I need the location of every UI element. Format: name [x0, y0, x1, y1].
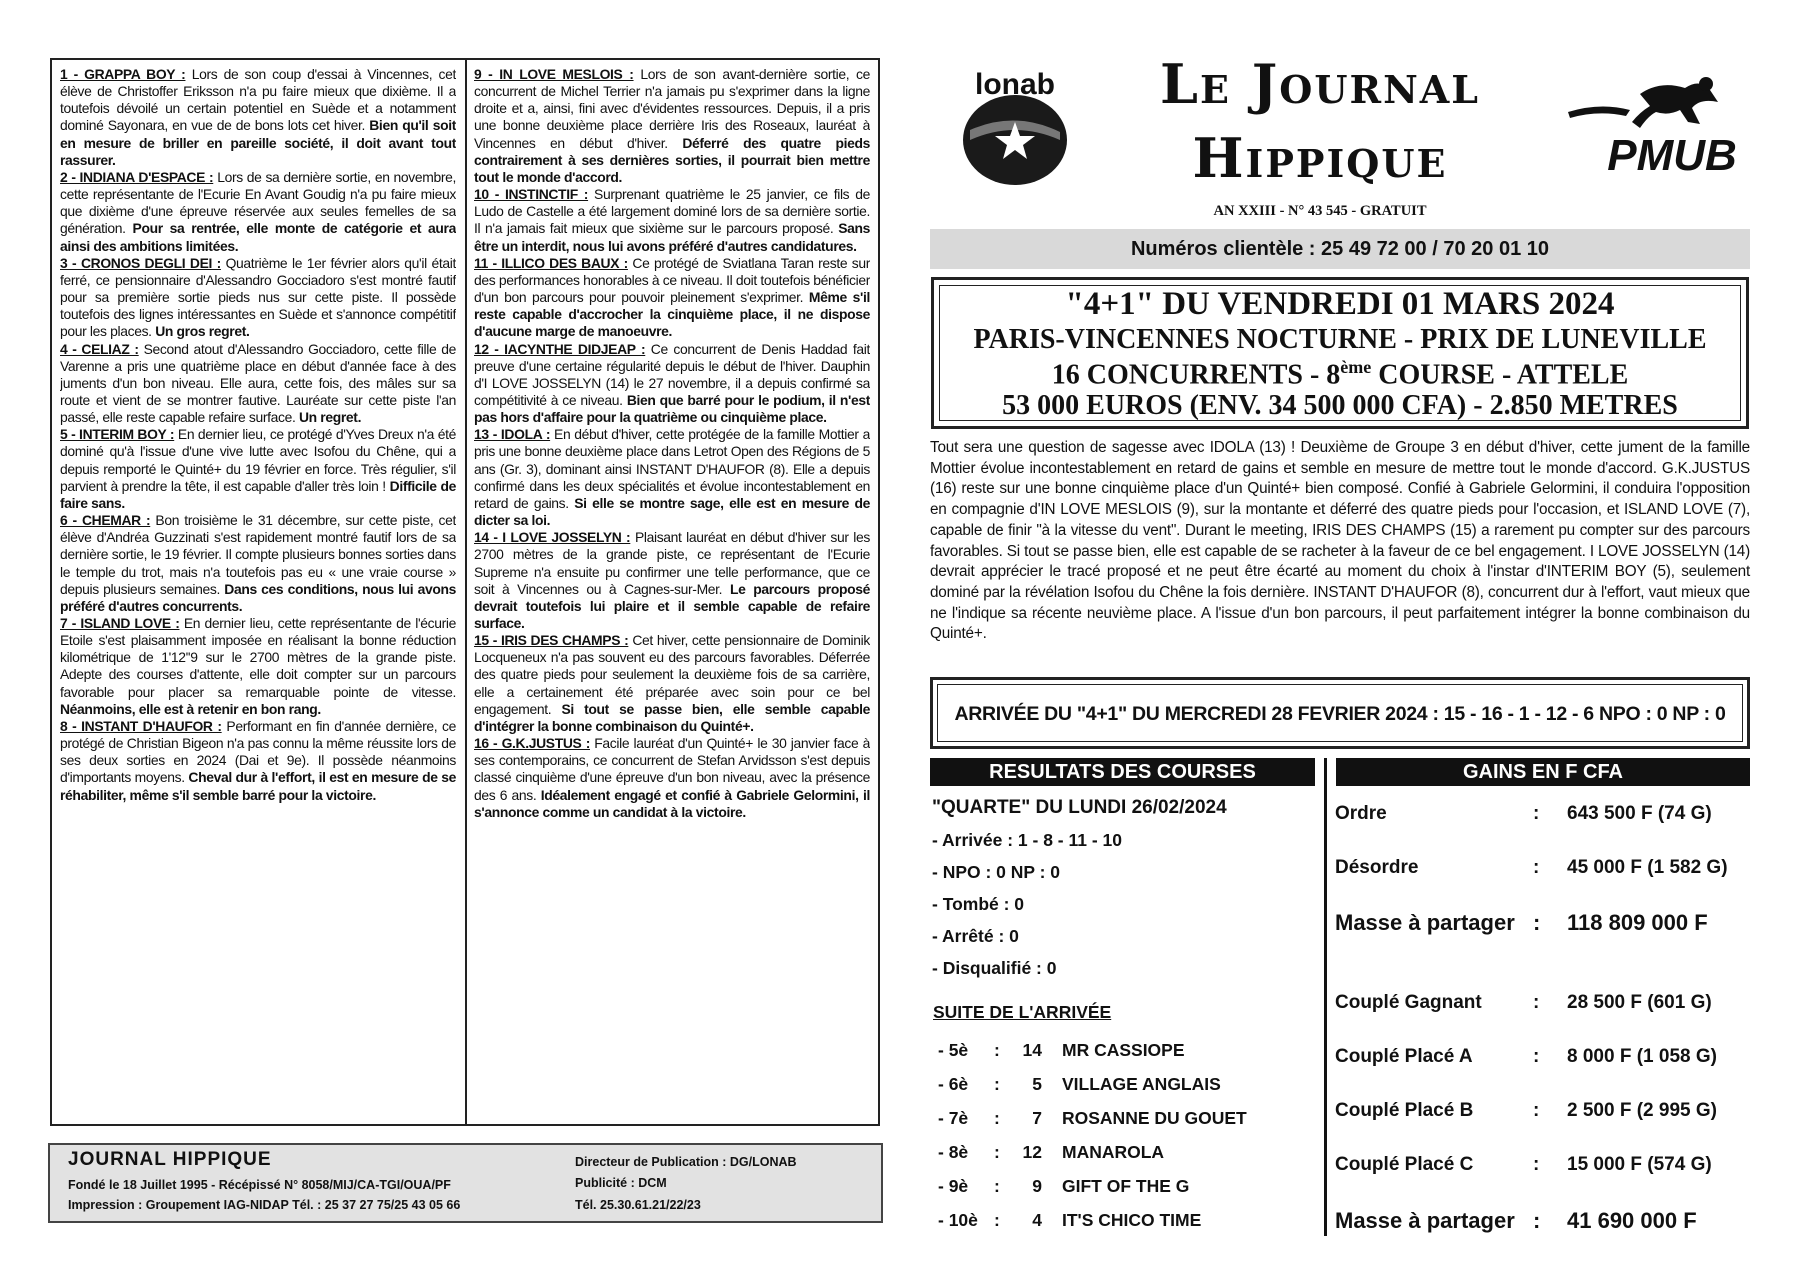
- gains-separator: :: [1533, 803, 1540, 824]
- column-divider: [465, 58, 467, 1126]
- horse-verdict: Bien qu'il soit en mesure de briller en pareille société, il doit avant tout rassurer.: [60, 117, 456, 168]
- horse-verdict: Bien que barré pour le podium, il n'est pas hors d'affaire pour la quatrième ou cinquième place.: [474, 391, 870, 426]
- horse-comment: En dernier lieu, ce protégé d'Yves Dreux n'a été dominé qu'à l'issue d'une vive lutte avec Isofou du Chêne, qui a depuis remporté le Quinté+ du 19 février en force. Très régulier, s'il parvient à prendre la tête, il est capable d'aller très loin !: [60, 426, 456, 494]
- horse-verdict: Dans ces conditions, nous lui avons préféré d'autres concurrents.: [60, 580, 456, 614]
- lonab-logo: [960, 70, 1070, 188]
- suite-separator: :: [994, 1074, 1000, 1094]
- horse-name: 10 - INSTINCTIF :: [474, 186, 589, 203]
- suite-title: SUITE DE L'ARRIVÉE: [933, 1002, 1112, 1022]
- horse-verdict: Difficile de faire sans.: [60, 477, 456, 511]
- horse-comment: Plaisant lauréat en début d'hiver sur les 2700 mètres de la grande piste, ce représentant de l'Ecurie Supreme n'a ensuite pu confirmer une telle performance, que ce soit à Vincennes ou à Cagnes-sur-Mer.: [474, 529, 870, 597]
- horse-name: 4 - CELIAZ :: [60, 340, 139, 357]
- horse-entry: [60, 341, 456, 427]
- horse-entry: [60, 66, 456, 169]
- pmub-logo-text: PMUB: [1607, 131, 1737, 180]
- suite-number: 12: [1022, 1142, 1042, 1162]
- suite-number: 7: [1032, 1108, 1042, 1128]
- horse-comment: Quatrième le 1er février alors qu'il était ferré, ce pensionnaire d'Alessandro Gocciadoro s'est montré fautif pour sa première sortie pieds nus sur cette piste. Il possède toutefois des lignes intéressantes en Suède et s'annonce compétitif pour les places.: [60, 254, 456, 340]
- result-line: - Tombé : 0: [932, 894, 1025, 914]
- horse-name: 2 - INDIANA D'ESPACE :: [60, 168, 214, 185]
- suite-separator: :: [994, 1108, 1000, 1128]
- gains-header: GAINS EN F CFA: [1336, 758, 1750, 786]
- horse-entry: [474, 341, 870, 427]
- journal-title-line1: Le Journal: [1159, 52, 1481, 116]
- horse-entry: [60, 615, 456, 718]
- suite-place: - 8è: [938, 1142, 969, 1162]
- gains-separator: :: [1533, 1154, 1540, 1175]
- result-line: - Arrêté : 0: [932, 926, 1019, 946]
- gains-separator: :: [1533, 1208, 1541, 1233]
- suite-place: - 10è: [938, 1210, 978, 1230]
- horse-entry: [474, 735, 870, 821]
- suite-separator: :: [994, 1040, 1000, 1060]
- horse-name: 3 - CRONOS DEGLI DEI :: [60, 254, 221, 271]
- suite-number: 5: [1032, 1074, 1042, 1094]
- horse-comment: En début d'hiver, cette protégée de la famille Mottier a pris une bonne deuxième place dans Letrot Open des Régions de 5 ans (Gr. 3), dominant ainsi INSTANT D'HAUFOR (8). Elle a depuis confirmé dans les deux spécialités et évolue incontestablement en retard de gains.: [474, 426, 870, 511]
- horse-name: 14 - I LOVE JOSSELYN :: [474, 529, 631, 546]
- arrival-box: [930, 677, 1750, 749]
- suite-number: 9: [1032, 1176, 1042, 1196]
- horse-verdict: Cheval dur à l'effort, il est en mesure de se réhabiliter, même s'il semble barré pour la victoire.: [60, 769, 456, 803]
- race-info: 16 CONCURRENTS - 8ème COURSE - ATTELE: [1051, 357, 1629, 391]
- horse-comment: Second atout d'Alessandro Gocciadoro, cette fille de Varenne a pris une quatrième place en début d'année face à des juments d'un bon niveau. Elle aura, cette fois, des mâles sur sa route et vient de se montrer fautive. Lauréate sur cette piste l'an passé, elle reste capable refaire surface.: [60, 340, 456, 426]
- gains-label: Désordre: [1335, 857, 1419, 878]
- journal-title-line2: Hippique: [1192, 126, 1448, 190]
- horse-name: 5 - INTERIM BOY :: [60, 426, 175, 443]
- race-venue: PARIS-VINCENNES NOCTURNE - PRIX DE LUNEVILLE: [973, 324, 1707, 355]
- horse-comment: En dernier lieu, cette représentante de l'écurie Etoile s'est plaisamment imposée en réalisant la bonne réduction kilométrique de 1'12''9 sur le 2700 mètres de la grande piste. Adepte des courses d'attente, elle doit compter sur un parcours favorable pour placer sa remarquable pointe de vitesse.: [60, 615, 456, 700]
- gains-value: 118 809 000 F: [1567, 910, 1708, 935]
- race-introduction: Tout sera une question de sagesse avec IDOLA (13) ! Deuxième de Groupe 3 en début d'hiver, cette jument de la famille Mottier évolue incontestablement en retard de gains et semble en mesure de mettre tout le monde d'accord. G.K.JUSTUS (16) reste sur une bonne cinquième place d'un Quinté+ bien composé. Confié à Gabriele Gelormini, il conduira l'opposition en compagnie d'IN LOVE MESLOIS (9), sur la montante et déferré des quatre pieds pour l'occasion, et ISLAND LOVE (7), capable de finir "à la vitesse du vent". Durant le meeting, IRIS DES CHAMPS (15) a rarement pu compter sur des parcours favorables. Si tout se passe bien, elle est capable de se racheter à la faveur de ce bel engagement. I LOVE JOSSELYN (14) devrait apprécier le tracé proposé et ne peut être écarté au moment du choix à l'instar d'INTERIM BOY (5), seulement dominé par la révélation Isofou du Chêne la fois dernière. INSTANT D'HAUFOR (8), concurrent dur à l'effort, vaut mieux que ne l'indique sa récente neuvième place. A l'issue d'un bon parcours, il peut parfaitement intégrer la bonne combinaison du Quinté+.: [930, 439, 1750, 643]
- horse-verdict: Le parcours proposé devrait toutefois lui plaire et il semble capable de refaire surface.: [474, 580, 870, 631]
- gains-label: Couplé Placé B: [1335, 1100, 1474, 1121]
- imprint-title: JOURNAL HIPPIQUE: [68, 1149, 272, 1170]
- result-line: - Disqualifié : 0: [932, 958, 1057, 978]
- imprint-phone: Tél. 25.30.61.21/22/23: [575, 1198, 701, 1212]
- pmub-logo: [1560, 72, 1750, 182]
- arrival-text: ARRIVÉE DU "4+1" DU MERCREDI 28 FEVRIER 2024 : 15 - 16 - 1 - 12 - 6 NPO : 0 NP : 0: [937, 684, 1743, 742]
- horse-comment: Ce protégé de Sviatlana Taran reste sur des performances honorables à ce niveau. Il doit toutefois bénéficier d'un bon parcours pour pouvoir pleinement s'exprimer.: [474, 254, 870, 306]
- horse-entry: [474, 255, 870, 341]
- horse-comment: Ce concurrent de Denis Haddad fait preuve d'une certaine régularité depuis le début de l'hiver. Dauphin d'I LOVE JOSSELYN (14) le 27 novembre, il a depuis confirmé sa compétitivité à ce niveau.: [474, 340, 870, 408]
- horse-name: 9 - IN LOVE MESLOIS :: [474, 66, 634, 82]
- horse-name: 16 - G.K.JUSTUS :: [474, 735, 590, 752]
- quarte-title: "QUARTE" DU LUNDI 26/02/2024: [932, 797, 1227, 818]
- gains-separator: :: [1533, 910, 1541, 935]
- suite-place: - 6è: [938, 1074, 969, 1094]
- suite-horse-name: VILLAGE ANGLAIS: [1062, 1074, 1221, 1094]
- suite-separator: :: [994, 1176, 1000, 1196]
- horse-comment: Surprenant quatrième le 25 janvier, ce fils de Ludo de Castelle a été largement dominé lors de sa dernière sortie. Il n'a jamais fait mieux que sixième sur le parcours proposé.: [474, 186, 870, 237]
- suite-horse-name: GIFT OF THE G: [1062, 1176, 1190, 1196]
- race-title-box: [931, 277, 1749, 429]
- gains-value: 2 500 F (2 995 G): [1567, 1100, 1717, 1121]
- horse-name: 11 - ILLICO DES BAUX :: [474, 254, 628, 271]
- horse-entry: [60, 718, 456, 804]
- horse-entry: [60, 426, 456, 512]
- horse-entry: [474, 66, 870, 186]
- horse-comment: Lors de son avant-dernière sortie, ce concurrent de Michel Terrier n'a jamais pu s'exprimer dans la ligne droite et a, ainsi, fini avec d'évidentes ressources. Depuis, il a pris une bonne deuxième place derrière Iris des Roseaux, lauréat à Vincennes en début d'hiver.: [474, 66, 870, 151]
- horse-verdict: Si elle se montre sage, elle est en mesure de dicter sa loi.: [474, 494, 870, 529]
- results-header: RESULTATS DES COURSES: [930, 758, 1315, 786]
- horse-entry: [474, 529, 870, 632]
- issue-number: AN XXIII - N° 43 545 - GRATUIT: [1213, 203, 1427, 219]
- imprint-printing: Impression : Groupement IAG-NIDAP Tél. : 25 37 27 75/25 43 05 66: [68, 1198, 461, 1212]
- horse-comment: Lors de son coup d'essai à Vincennes, cet élève de Christoffer Eriksson n'a pu faire mieux que dixième. Il a toutefois dévoilé un certain potentiel en Suède et a notamment dominé Sayonara, en vue de de bons lots cet hiver.: [60, 66, 456, 134]
- race-date: "4+1" DU VENDREDI 01 MARS 2024: [1065, 286, 1615, 322]
- horse-verdict: Néanmoins, elle est à retenir en bon rang.: [60, 700, 321, 717]
- result-line: - Arrivée : 1 - 8 - 11 - 10: [932, 830, 1122, 850]
- gains-separator: :: [1533, 857, 1540, 878]
- customer-numbers: Numéros clientèle : 25 49 72 00 / 70 20 01 10: [930, 229, 1750, 269]
- suite-number: 4: [1032, 1210, 1042, 1230]
- gains-separator: :: [1533, 992, 1540, 1013]
- horse-verdict: Déferré des quatre pieds contrairement à ses dernières sorties, il pourrait bien mettre tout le monde d'accord.: [474, 134, 870, 185]
- horse-comment: Bon troisième le 31 décembre, sur cette piste, cet élève d'Andréa Guzzinati s'est rapidement montré fautif lors de sa dernière sortie, le 19 février. Il compte plusieurs bonnes sorties dans le temple du trot, mais n'a toutefois pas eu « une vraie course » depuis plusieurs semaines.: [60, 512, 456, 597]
- gains-label: Couplé Placé C: [1335, 1154, 1474, 1175]
- suite-place: - 7è: [938, 1108, 969, 1128]
- horse-verdict: Un gros regret.: [155, 323, 250, 340]
- horse-entry: [60, 169, 456, 255]
- horse-entry: [474, 426, 870, 529]
- horse-verdict: Idéalement engagé et confié à Gabriele Gelormini, il s'annonce comme un candidat à la victoire.: [474, 786, 870, 820]
- suite-number: 14: [1022, 1040, 1042, 1060]
- horse-comment: Performant en fin d'année dernière, ce protégé de Christian Bigeon n'a pas connu la même réussite lors de ses deux sorties en 2024 (Dai et 9e). Il possède néanmoins d'importants moyens.: [60, 717, 456, 786]
- pronostics-column-right: [474, 66, 870, 1120]
- gains-separator: :: [1533, 1046, 1540, 1067]
- suite-separator: :: [994, 1210, 1000, 1230]
- lonab-logo-text: lonab: [975, 70, 1055, 101]
- horse-comment: Cet hiver, cette pensionnaire de Dominik Locqueneux n'a pas souvent eu des parcours favorables. Déferrée des quatre pieds pour seulement la deuxième fois de sa carrière, elle a certainement été préparée avec soin pour ce bel engagement.: [474, 632, 870, 717]
- imprint-founded: Fondé le 18 Juillet 1995 - Récépissé N° 8058/MIJ/CA-TGI/OUA/PF: [68, 1178, 451, 1192]
- pronostics-column-left: [60, 66, 456, 1120]
- horse-verdict: Sans être un interdit, nous lui avons préféré d'autres candidatures.: [474, 220, 870, 254]
- horse-verdict: Pour sa rentrée, elle monte de catégorie et aura ainsi des ambitions limitées.: [60, 220, 456, 254]
- horse-name: 1 - GRAPPA BOY :: [60, 66, 186, 82]
- horse-name: 15 - IRIS DES CHAMPS :: [474, 632, 629, 649]
- horse-verdict: Un regret.: [298, 409, 362, 426]
- imprint-box: [48, 1143, 883, 1223]
- suite-place: - 5è: [938, 1040, 969, 1060]
- gains-label: Couplé Placé A: [1335, 1046, 1473, 1067]
- gains-value: 15 000 F (574 G): [1567, 1154, 1712, 1175]
- imprint-director: Directeur de Publication : DG/LONAB: [575, 1155, 797, 1169]
- result-line: - NPO : 0 NP : 0: [932, 862, 1061, 882]
- horse-verdict: Même s'il reste capable d'accrocher la cinquième place, il ne dispose d'aucune marge de manoeuvre.: [474, 289, 870, 340]
- horse-name: 13 - IDOLA :: [474, 426, 551, 443]
- horse-name: 7 - ISLAND LOVE :: [60, 615, 180, 631]
- gains-value: 45 000 F (1 582 G): [1567, 857, 1728, 878]
- results-divider: [1324, 758, 1327, 1236]
- gains-value: 28 500 F (601 G): [1567, 992, 1712, 1013]
- race-prize: 53 000 EUROS (ENV. 34 500 000 CFA) - 2.850 METRES: [1002, 390, 1678, 421]
- imprint-advertising: Publicité : DCM: [575, 1176, 667, 1190]
- suite-horse-name: ROSANNE DU GOUET: [1062, 1108, 1247, 1128]
- suite-horse-name: IT'S CHICO TIME: [1062, 1210, 1202, 1230]
- gains-label: Ordre: [1335, 803, 1387, 824]
- suite-place: - 9è: [938, 1176, 969, 1196]
- gains-label: Couplé Gagnant: [1335, 992, 1482, 1013]
- suite-separator: :: [994, 1142, 1000, 1162]
- horse-name: 8 - INSTANT D'HAUFOR :: [60, 717, 222, 734]
- gains-label: Masse à partager: [1335, 1208, 1515, 1233]
- gains-value: 643 500 F (74 G): [1567, 803, 1712, 824]
- horse-entry: [474, 632, 870, 735]
- gains-value: 41 690 000 F: [1567, 1208, 1697, 1233]
- horse-comment: Facile lauréat d'un Quinté+ le 30 janvier face à ses contemporains, ce concurrent de Stefan Arvidsson s'est depuis classé cinquième d'une épreuve d'un bon niveau, avec la présence des 6 ans.: [474, 735, 870, 803]
- horse-verdict: Si tout se passe bien, elle semble capable d'intégrer la bonne combinaison du Quinté+.: [474, 700, 870, 734]
- horse-entry: [60, 255, 456, 341]
- gains-separator: :: [1533, 1100, 1540, 1121]
- horse-entry: [474, 186, 870, 255]
- horse-comment: Lors de sa dernière sortie, en novembre, cette représentante de l'Ecurie En Avant Goudig n'a pu faire mieux que dixième d'une épreuve réservée aux seules femelles de sa génération.: [60, 168, 456, 237]
- gains-label: Masse à partager: [1335, 910, 1515, 935]
- horse-name: 12 - IACYNTHE DIDJEAP :: [474, 340, 646, 357]
- horse-name: 6 - CHEMAR :: [60, 512, 151, 529]
- horse-entry: [60, 512, 456, 615]
- suite-horse-name: MR CASSIOPE: [1062, 1040, 1185, 1060]
- gains-value: 8 000 F (1 058 G): [1567, 1046, 1717, 1067]
- suite-horse-name: MANAROLA: [1062, 1142, 1165, 1162]
